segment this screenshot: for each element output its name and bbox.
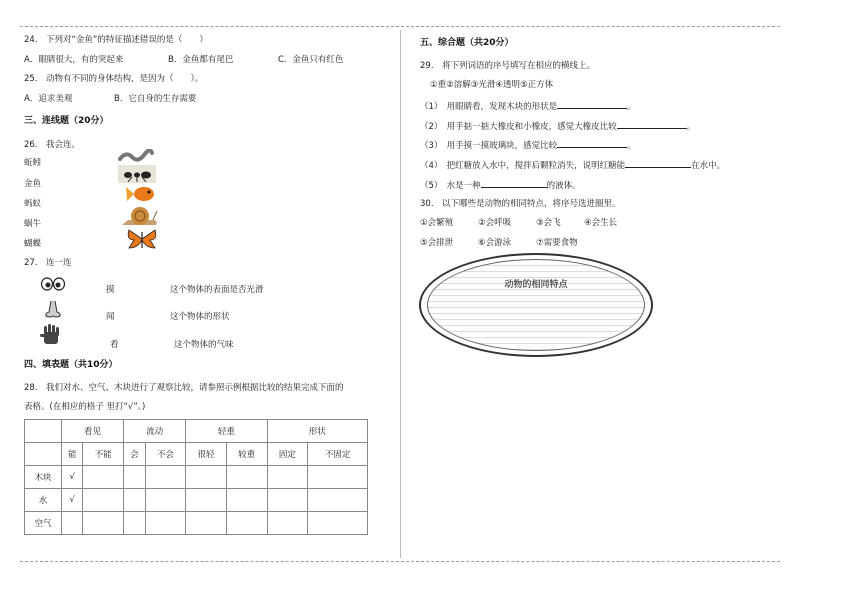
q30-option-3: ③会飞 <box>536 218 561 228</box>
table-cell[interactable] <box>267 466 308 489</box>
table-cell[interactable] <box>267 489 308 512</box>
q29-item-4: （4） 把红糖放入水中，搅拌后颗粒消失，说明红糖能 在水中。 <box>420 161 726 171</box>
q25-option-a: A．追求美观 <box>24 94 73 104</box>
q24-option-c: C．金鱼只有红色 <box>278 55 344 65</box>
earthworm-icon <box>118 149 154 163</box>
q29-options: ①重②溶解③光滑④透明⑤正方体 <box>430 80 554 90</box>
table-cell[interactable] <box>186 489 227 512</box>
q24-option-a: A．眼睛很大，有的突起来 <box>24 55 124 65</box>
animal-label-earthworm: 蚯蚓 <box>24 158 42 168</box>
q29-item-3: （3） 用手摸一摸玻璃块，感觉比较 。 <box>420 141 636 151</box>
verb-smell: 闻 <box>106 312 115 322</box>
table-cell[interactable] <box>186 512 227 535</box>
eyes-icon <box>40 277 66 291</box>
q29-stem: 29. 将下列词语的序号填写在相应的横线上。 <box>420 61 596 71</box>
q27-stem: 27. 连一连 <box>24 258 72 268</box>
q30-option-6: ⑥会游泳 <box>478 238 512 248</box>
q28-stem-line1: 28. 我们对水、空气、木块进行了观察比较，请参照示例根据比较的结果完成下面的 <box>24 383 344 393</box>
table-cell[interactable] <box>83 466 124 489</box>
answer-oval-lined-area <box>427 259 645 351</box>
subheader: 固定 <box>267 443 308 466</box>
property-shape: 这个物体的形状 <box>170 312 230 322</box>
table-cell[interactable] <box>62 512 83 535</box>
table-cell[interactable] <box>308 489 368 512</box>
animal-label-snail: 蜗牛 <box>24 219 42 229</box>
section-3-title: 三、连线题（20分） <box>24 116 109 126</box>
animal-label-ant: 蚂蚁 <box>24 199 42 209</box>
subheader: 能 <box>62 443 83 466</box>
q24-stem: 24. 下列对“金鱼”的特征描述错误的是（ ） <box>24 35 208 45</box>
animal-label-butterfly: 蝴蝶 <box>24 239 42 249</box>
hand-icon <box>40 324 64 346</box>
table-row <box>25 466 368 489</box>
header-shape: 形状 <box>267 420 368 443</box>
q30-option-5: ⑤会排泄 <box>420 238 454 248</box>
property-smoothness: 这个物体的表面是否光滑 <box>170 285 264 295</box>
q28-stem-line2: 表格。(在相应的格子 里打“√”。) <box>24 402 146 412</box>
q26-stem: 26. 我会连。 <box>24 140 81 150</box>
verb-look: 看 <box>110 340 119 350</box>
header-flow: 流动 <box>124 420 186 443</box>
q30-option-1: ①会繁殖 <box>420 218 454 228</box>
subheader: 不会 <box>145 443 186 466</box>
q30-stem: 30. 以下哪些是动物的相同特点，将序号选进圈里。 <box>420 199 621 209</box>
q24-option-b: B．金鱼都有尾巴 <box>168 55 234 65</box>
table-cell[interactable]: √ <box>62 489 83 512</box>
table-blank-cell <box>25 443 62 466</box>
answer-oval[interactable] <box>419 253 653 357</box>
table-cell[interactable] <box>83 489 124 512</box>
table-cell[interactable] <box>186 466 227 489</box>
row-label-wood: 木块 <box>25 466 62 489</box>
q29-item-5: （5） 水是一种 的液体。 <box>420 181 581 191</box>
q29-item-2: （2） 用手掂一掂大橡皮和小橡皮，感觉大橡皮比较 。 <box>420 122 696 132</box>
subheader: 很轻 <box>186 443 227 466</box>
table-cell[interactable] <box>124 466 145 489</box>
table-cell[interactable] <box>308 512 368 535</box>
table-corner <box>25 420 62 443</box>
q30-option-2: ②会呼吸 <box>478 218 512 228</box>
property-smell: 这个物体的气味 <box>174 340 234 350</box>
q30-option-4: ④会生长 <box>584 218 618 228</box>
table-cell[interactable] <box>226 466 267 489</box>
row-label-water: 水 <box>25 489 62 512</box>
table-cell[interactable] <box>124 512 145 535</box>
table-row <box>25 489 368 512</box>
table-cell[interactable] <box>308 466 368 489</box>
comparison-table <box>24 419 368 535</box>
oval-title: 动物的相同特点 <box>504 280 568 290</box>
subheader: 会 <box>124 443 145 466</box>
answer-blank[interactable] <box>617 120 687 129</box>
section-4-title: 四、填表题（共10分） <box>24 360 118 370</box>
column-divider <box>400 30 401 558</box>
table-cell[interactable] <box>83 512 124 535</box>
ant-icon <box>118 165 156 183</box>
subheader: 不固定 <box>308 443 368 466</box>
q25-option-b: B．它自身的生存需要 <box>114 94 197 104</box>
butterfly-icon <box>126 228 158 250</box>
header-visible: 看见 <box>62 420 124 443</box>
answer-blank[interactable] <box>625 159 691 168</box>
q29-item-1: （1） 用眼睛看，发现木块的形状是 。 <box>420 102 636 112</box>
q30-option-7: ⑦需要食物 <box>536 238 578 248</box>
top-dashed-divider <box>20 26 780 27</box>
subheader: 较重 <box>226 443 267 466</box>
header-weight: 轻重 <box>186 420 267 443</box>
answer-blank[interactable] <box>481 179 547 188</box>
table-cell[interactable] <box>145 512 186 535</box>
answer-blank[interactable] <box>557 139 627 148</box>
table-cell[interactable]: √ <box>62 466 83 489</box>
verb-touch: 摸 <box>106 285 115 295</box>
q25-stem: 25. 动物有不同的身体结构，是因为（ ）。 <box>24 74 204 84</box>
subheader: 不能 <box>83 443 124 466</box>
bottom-dashed-divider <box>20 561 780 562</box>
table-row <box>25 512 368 535</box>
section-5-title: 五、综合题（共20分） <box>420 38 514 48</box>
goldfish-icon <box>124 183 160 205</box>
table-cell[interactable] <box>145 489 186 512</box>
table-cell[interactable] <box>145 466 186 489</box>
row-label-air: 空气 <box>25 512 62 535</box>
nose-icon <box>42 300 64 320</box>
animal-label-goldfish: 金鱼 <box>24 179 42 189</box>
snail-icon <box>120 205 160 227</box>
table-cell[interactable] <box>226 489 267 512</box>
table-cell[interactable] <box>226 512 267 535</box>
table-cell[interactable] <box>124 489 145 512</box>
table-cell[interactable] <box>267 512 308 535</box>
answer-blank[interactable] <box>557 100 627 109</box>
